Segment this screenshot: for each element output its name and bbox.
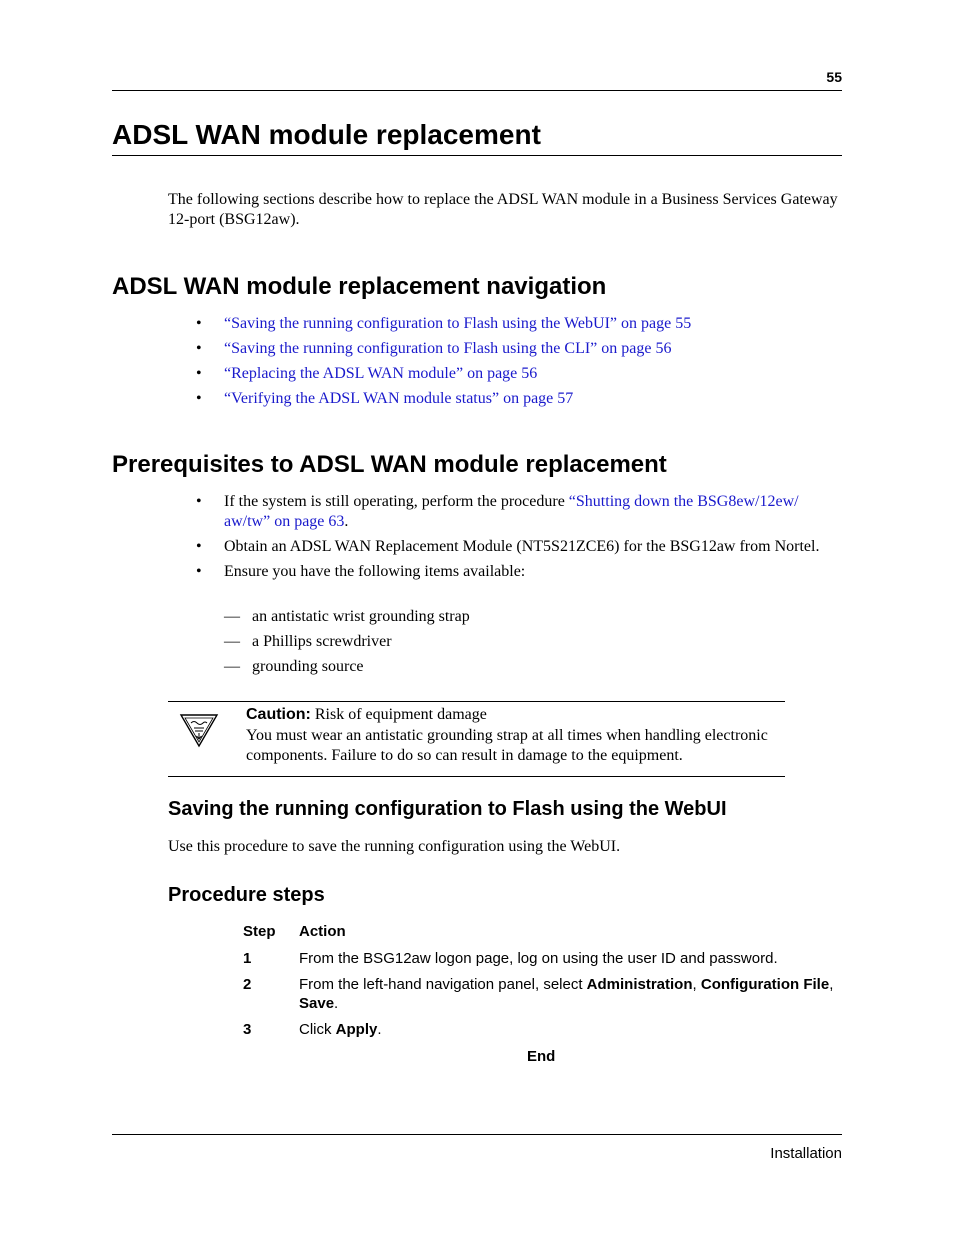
nav-link-save-webui[interactable]: “Saving the running configuration to Flash using the WebUI” on page 55 xyxy=(224,315,692,332)
step-number: 1 xyxy=(243,950,252,967)
dash: — xyxy=(224,658,240,675)
navigation-heading: ADSL WAN module replacement navigation xyxy=(112,273,607,300)
footer-text: Installation xyxy=(770,1145,842,1162)
navigation-list xyxy=(196,314,846,409)
shutdown-procedure-link[interactable]: “Shutting down the BSG8ew/12ew/ aw/tw” on page 63 xyxy=(224,493,799,530)
title-rule xyxy=(112,155,842,156)
caution-label: Caution: xyxy=(246,706,311,723)
list-item xyxy=(224,632,470,652)
webui-section-heading: Saving the running configuration to Flash using the WebUI xyxy=(168,798,727,820)
dash: — xyxy=(224,608,240,625)
list-item xyxy=(196,492,842,532)
menu-path-administration: Administration xyxy=(586,976,693,993)
nav-link-save-cli[interactable]: “Saving the running configuration to Flash using the CLI” on page 56 xyxy=(224,340,672,357)
list-item xyxy=(196,389,846,409)
footer-rule xyxy=(112,1134,842,1135)
bullet: • xyxy=(196,538,202,555)
prereq-text: Obtain an ADSL WAN Replacement Module (NT5S21ZCE6) for the BSG12aw from Nortel. xyxy=(224,538,820,555)
header-rule xyxy=(112,90,842,91)
prereq-text: Ensure you have the following items available: xyxy=(224,563,526,580)
sub-item-text: a Phillips screwdriver xyxy=(252,633,392,650)
separator: , xyxy=(692,976,701,993)
nav-link-replacing-module[interactable]: “Replacing the ADSL WAN module” on page 56 xyxy=(224,365,538,382)
procedure-end-label: End xyxy=(527,1048,556,1065)
separator: , xyxy=(829,976,834,993)
bullet: • xyxy=(196,340,202,357)
esd-caution-icon xyxy=(179,712,219,753)
step-row xyxy=(243,949,843,968)
list-item xyxy=(196,562,842,582)
nav-link-verifying-status[interactable]: “Verifying the ADSL WAN module status” on page 57 xyxy=(224,390,574,407)
step-row xyxy=(243,1020,843,1039)
bullet: • xyxy=(196,563,202,580)
procedure-steps-table xyxy=(243,922,843,1046)
prereq-text: If the system is still operating, perform the procedure xyxy=(224,493,569,510)
step-action: From the BSG12aw logon page, log on using the user ID and password. xyxy=(299,950,778,967)
menu-path-save: Save xyxy=(299,995,335,1012)
step-row xyxy=(243,975,843,1013)
list-item xyxy=(196,314,846,334)
webui-section-intro: Use this procedure to save the running configuration using the WebUI. xyxy=(168,838,621,855)
steps-header-row xyxy=(243,922,843,941)
menu-path-configuration-file: Configuration File xyxy=(700,976,830,993)
sub-item-text: an antistatic wrist grounding strap xyxy=(252,608,470,625)
page-number: 55 xyxy=(826,69,842,85)
col-step-header: Step xyxy=(243,923,276,940)
apply-label: Apply xyxy=(335,1021,378,1038)
caution-bottom-rule xyxy=(168,776,785,777)
list-item xyxy=(196,364,846,384)
caution-top-rule xyxy=(168,701,785,702)
caution-title: Risk of equipment damage xyxy=(310,706,487,723)
step-action xyxy=(299,976,833,1012)
col-action-header: Action xyxy=(299,923,346,940)
bullet: • xyxy=(196,365,202,382)
caution-title-line xyxy=(246,705,791,725)
step-text: From the left-hand navigation panel, select xyxy=(299,976,587,993)
list-item xyxy=(196,537,842,557)
prereq-text-end: . xyxy=(344,513,349,530)
bullet: • xyxy=(196,493,202,510)
step-text-end: . xyxy=(377,1021,382,1038)
list-item xyxy=(224,607,470,627)
intro-paragraph: The following sections describe how to replace the ADSL WAN module in a Business Services Gateway 12-port (BSG12aw). xyxy=(168,191,838,228)
step-text: Click xyxy=(299,1021,336,1038)
step-text-end: . xyxy=(334,995,339,1012)
list-item xyxy=(196,339,846,359)
sub-item-text: grounding source xyxy=(252,658,364,675)
bullet: • xyxy=(196,315,202,332)
caution-content xyxy=(246,705,791,766)
prerequisites-list xyxy=(196,492,842,582)
list-item xyxy=(224,657,470,677)
step-number: 3 xyxy=(243,1021,252,1038)
step-number: 2 xyxy=(243,976,252,993)
step-action xyxy=(299,1021,382,1038)
items-needed-list xyxy=(224,607,470,682)
prerequisites-heading: Prerequisites to ADSL WAN module replacement xyxy=(112,451,667,478)
caution-text: You must wear an antistatic grounding strap at all times when handling electronic components. Failure to do so can result in damage to the equipment. xyxy=(246,727,768,764)
page-title: ADSL WAN module replacement xyxy=(112,119,541,150)
dash: — xyxy=(224,633,240,650)
procedure-steps-heading: Procedure steps xyxy=(168,884,325,906)
bullet: • xyxy=(196,390,202,407)
